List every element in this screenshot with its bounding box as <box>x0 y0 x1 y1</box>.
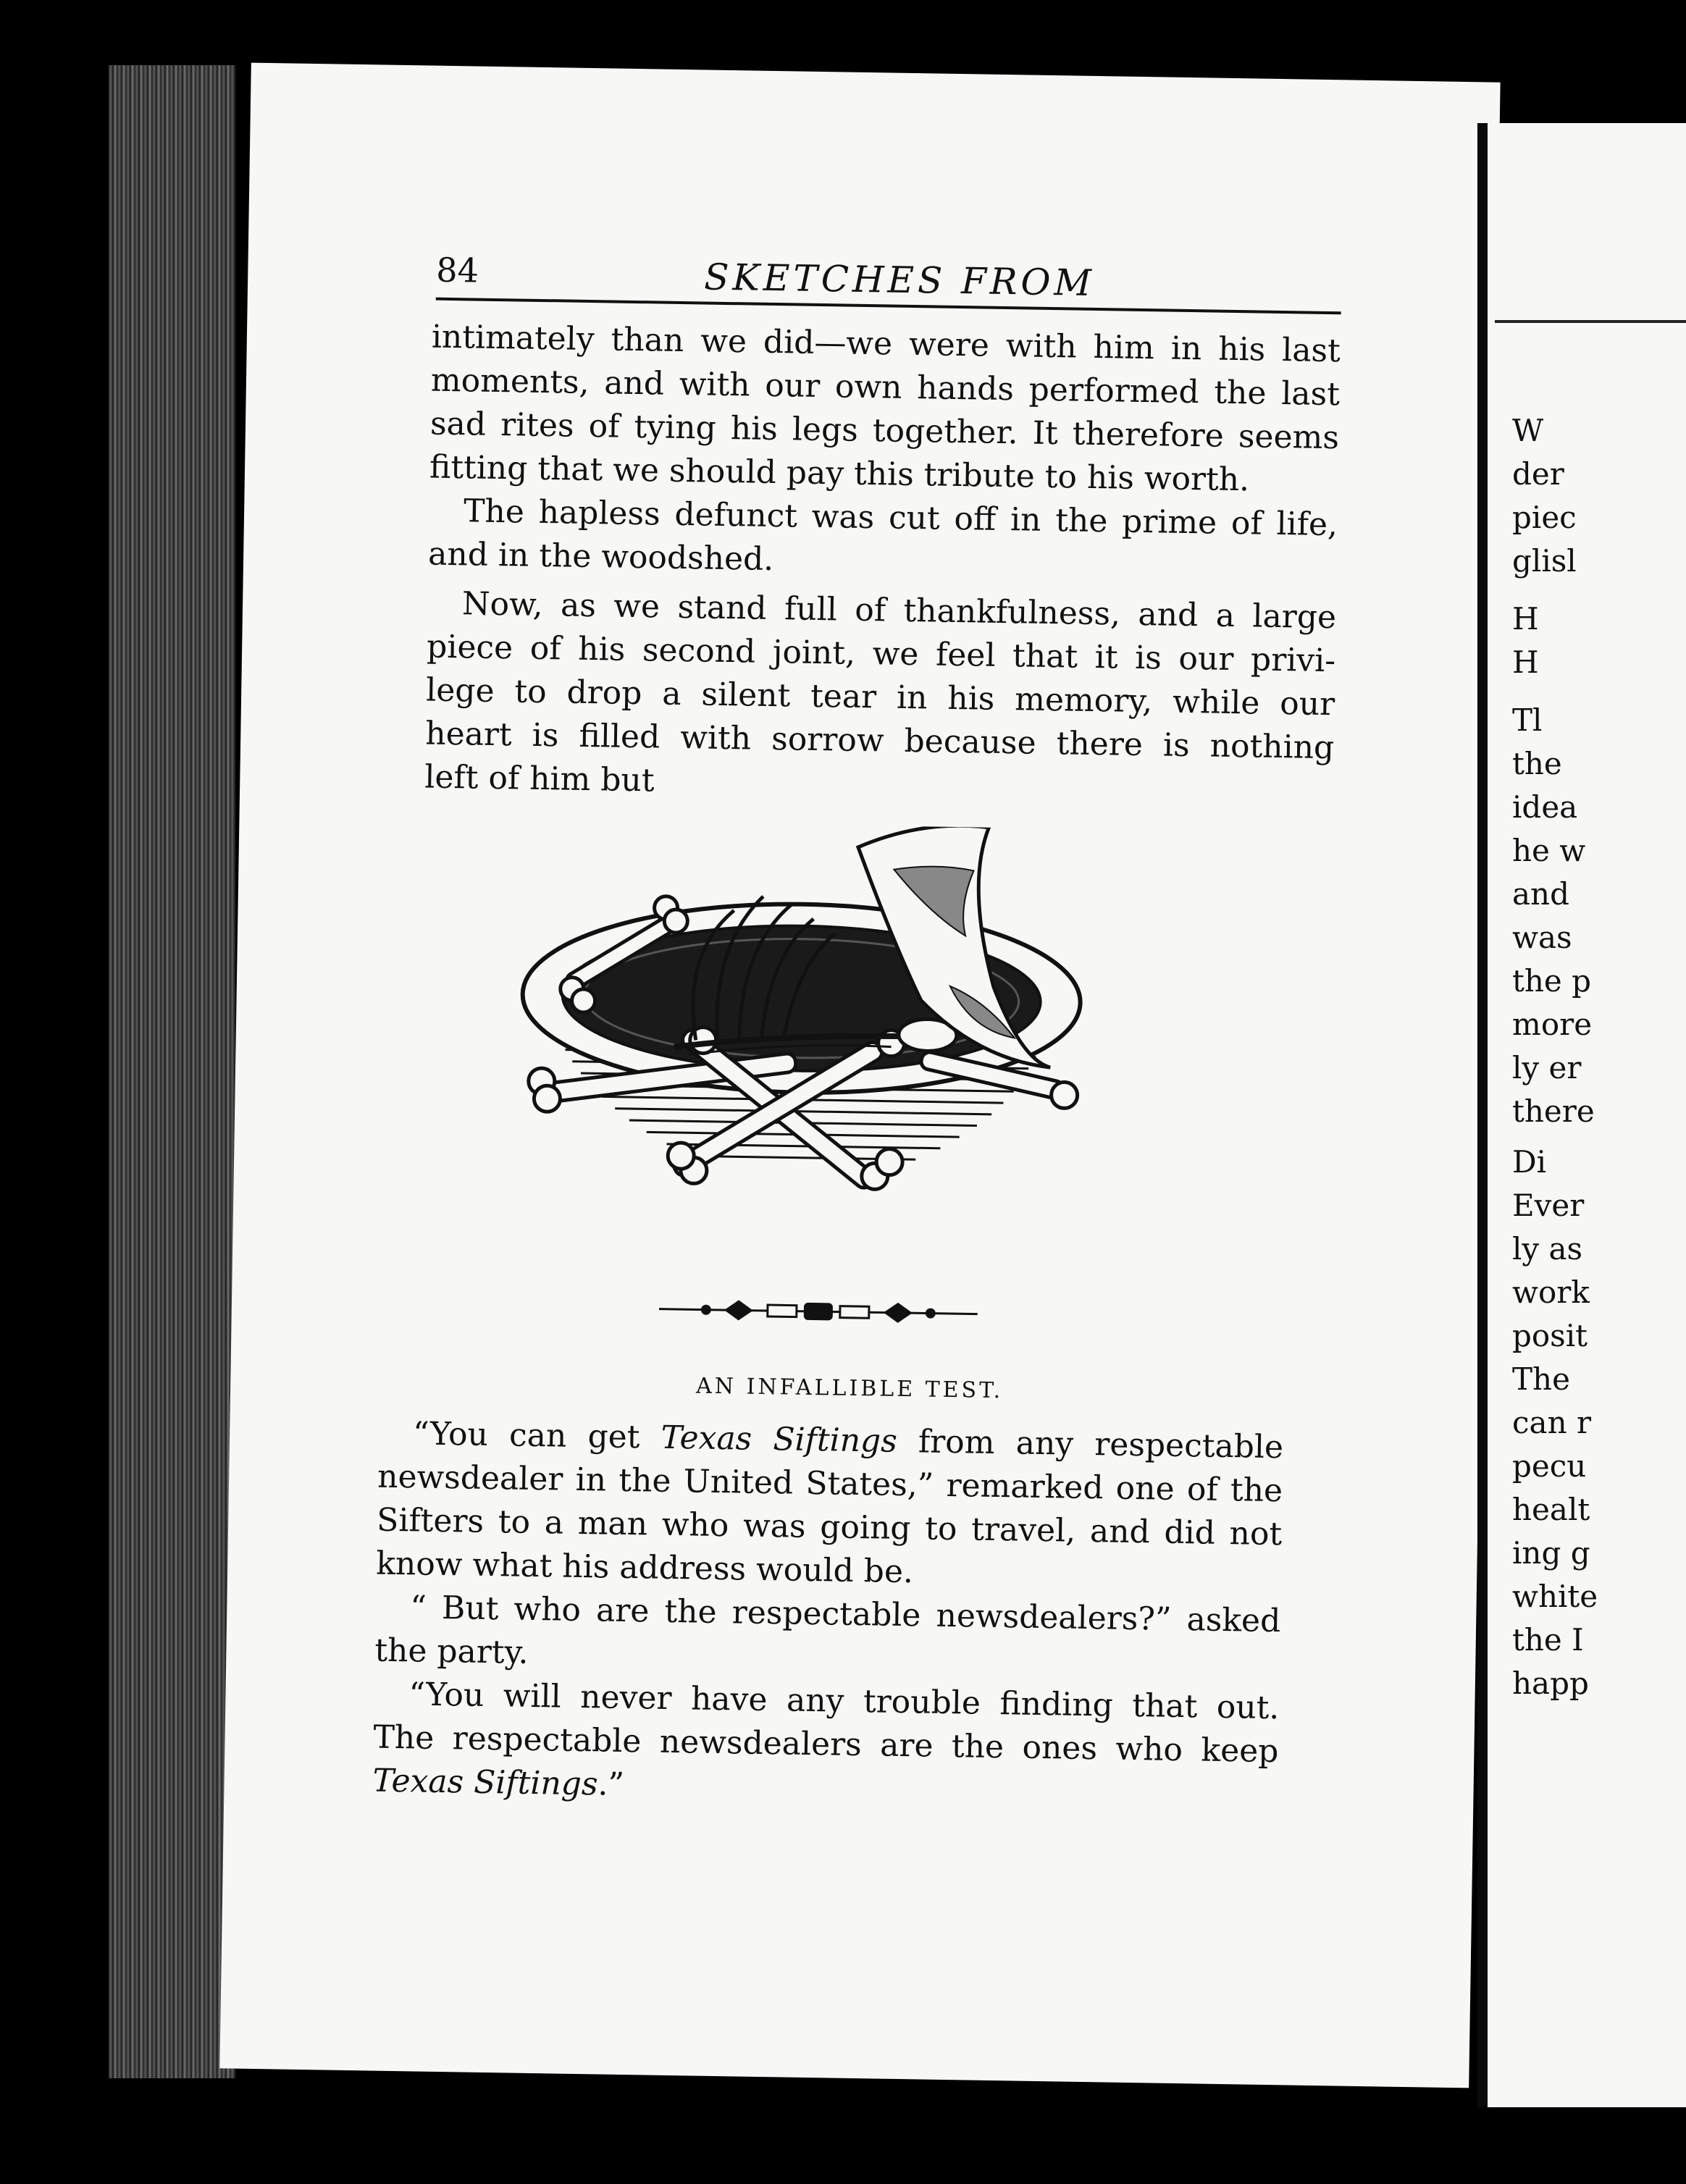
running-title: SKETCHES FROM <box>703 256 1096 304</box>
right-page-fragment: posit <box>1512 1318 1588 1353</box>
right-page-fragment: Tl <box>1512 702 1543 738</box>
right-page-fragment: work <box>1512 1274 1590 1310</box>
right-page-fragment: W <box>1512 413 1544 448</box>
right-page-fragment: the I <box>1512 1622 1584 1658</box>
running-head <box>436 236 1335 315</box>
text-line: sad rites of tying his legs together. It therefore seems <box>429 405 1340 457</box>
text-line: intimately than we did—we were with him in his last <box>431 318 1341 370</box>
right-page-fragment: The <box>1512 1361 1570 1397</box>
right-page-fragment: happ <box>1512 1666 1589 1701</box>
right-header-rule <box>1495 320 1686 323</box>
right-page-fragment: ly as <box>1512 1231 1583 1267</box>
left-page <box>219 63 1500 2088</box>
right-page-fragment: there <box>1512 1093 1595 1129</box>
right-page-fragment: ing g <box>1512 1535 1590 1571</box>
right-page-fragment: was <box>1512 920 1572 955</box>
text-line: “You can get Texas Siftings from any respectable <box>412 1415 1284 1466</box>
right-page-fragment: Di <box>1512 1144 1547 1180</box>
text-line: piece of his second joint, we feel that it is our privi- <box>426 628 1336 680</box>
text-line: Sifters to a man who was going to travel, and did not <box>376 1501 1283 1553</box>
text-line: heart is filled with sorrow because there is nothing <box>424 715 1335 767</box>
right-page-fragment: glisl <box>1512 543 1577 579</box>
ornamental-divider <box>659 1293 978 1330</box>
text-line: and in the woodshed. <box>427 535 774 579</box>
text-line: moments, and with our own hands performed the last <box>430 361 1341 413</box>
text-line: “ But who are the respectable newsdealers?” asked <box>409 1589 1281 1640</box>
right-page-fragment: Ever <box>1512 1188 1585 1223</box>
right-page-fragment: der <box>1512 456 1564 492</box>
right-page-fragment: piec <box>1512 500 1577 535</box>
turkey-skeleton-platter-illustration <box>512 820 1112 1235</box>
right-page-fragment: can r <box>1512 1405 1592 1440</box>
body-text-bottom <box>372 1412 1283 1818</box>
text-line: fitting that we should pay this tribute to his worth. <box>429 448 1250 499</box>
right-page-fragment: H <box>1512 644 1539 680</box>
right-page-fragment: idea <box>1512 789 1578 825</box>
right-page-partial <box>1477 123 1686 2107</box>
text-line: newsdealer in the United States,” remarked one of the <box>377 1458 1283 1510</box>
body-text-top <box>424 316 1341 814</box>
illustration-caption: AN INFALLIBLE TEST. <box>695 1373 1004 1404</box>
text-line: Texas Siftings.” <box>372 1762 625 1804</box>
text-line: Now, as we stand full of thankfulness, and a large <box>461 585 1337 637</box>
right-page-fragment: and <box>1512 876 1569 912</box>
right-page-fragment: the p <box>1512 963 1592 999</box>
text-line: left of him but <box>424 758 655 799</box>
text-line: The respectable newsdealers are the ones who keep <box>373 1718 1279 1771</box>
right-page-fragment: white <box>1512 1579 1598 1614</box>
page-number: 84 <box>435 250 479 290</box>
right-page-fragment: pecu <box>1512 1448 1587 1484</box>
right-page-fragment: the <box>1512 746 1562 781</box>
right-page-fragment: he w <box>1512 833 1586 868</box>
right-page-fragment: ly er <box>1512 1050 1582 1085</box>
text-line: “You will never have any trouble finding that out. <box>408 1676 1280 1727</box>
text-line: lege to drop a silent tear in his memory, while our <box>425 671 1335 723</box>
text-line: The hapless defunct was cut off in the prime of life, <box>463 492 1338 544</box>
text-line: the party. <box>374 1631 529 1671</box>
text-line: know what his address would be. <box>375 1545 914 1591</box>
book-spine-edge <box>109 65 235 2078</box>
right-page-fragment: healt <box>1512 1492 1590 1527</box>
right-page-fragment: H <box>1512 601 1539 637</box>
right-page-fragment: more <box>1512 1007 1593 1042</box>
